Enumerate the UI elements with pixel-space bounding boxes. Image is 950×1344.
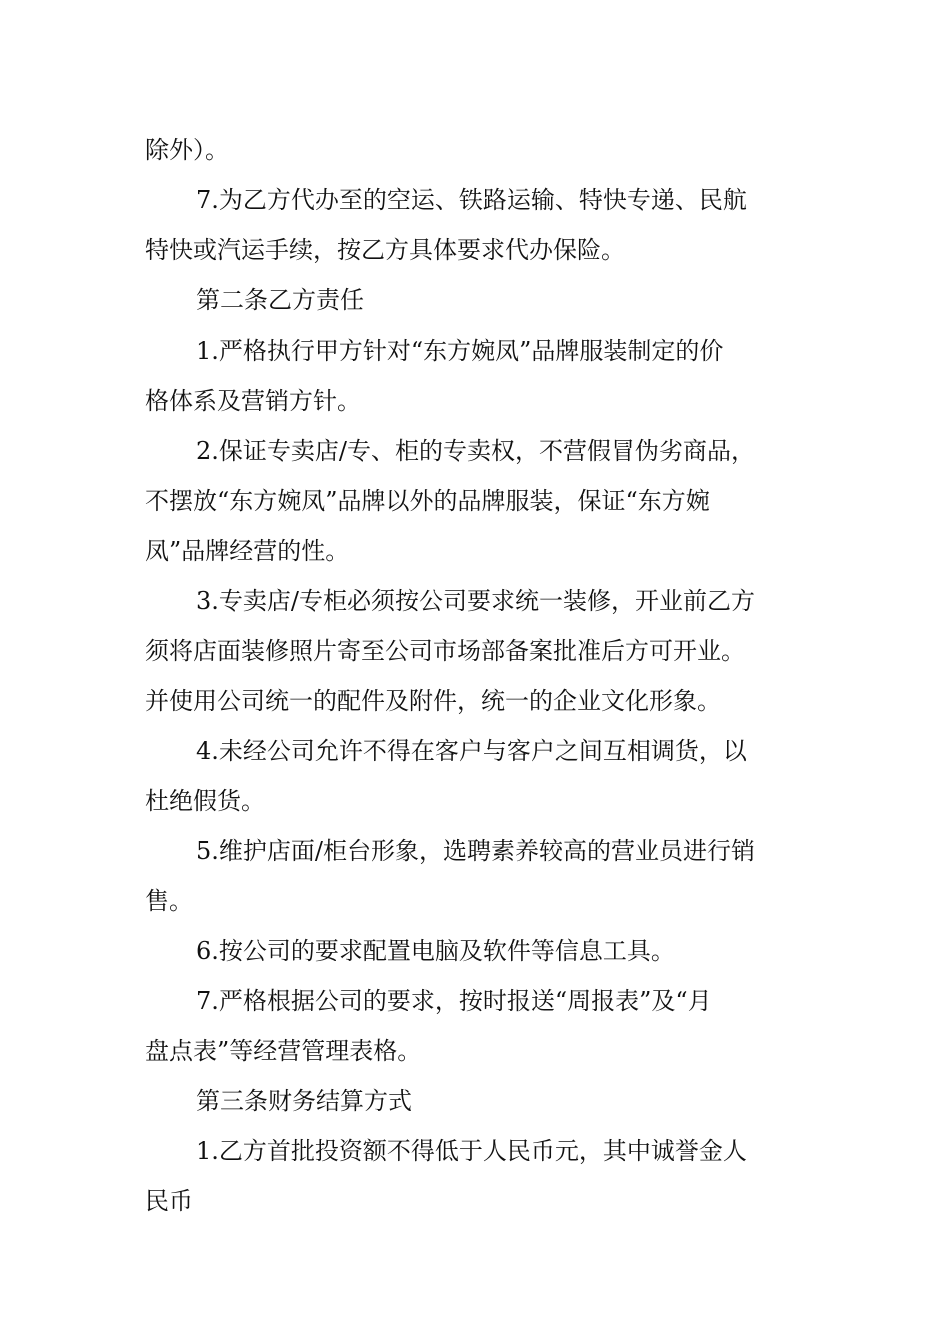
text-line: 3.专卖店/专柜必须按公司要求统一装修，开业前乙方 (196, 587, 755, 615)
text-line: 格体系及营销方针。 (145, 387, 361, 415)
text-line: 7.严格根据公司的要求，按时报送“周报表”及“月 (196, 987, 712, 1015)
section-heading: 第三条财务结算方式 (196, 1087, 412, 1115)
text-line: 凤”品牌经营的性。 (145, 537, 350, 565)
section-heading: 第二条乙方责任 (196, 286, 364, 314)
text-line: 2.保证专卖店/专、柜的专卖权，不营假冒伪劣商品， (196, 437, 755, 465)
text-line: 杜绝假货。 (145, 787, 265, 815)
text-line: 1.严格执行甲方针对“东方婉凤”品牌服装制定的价 (196, 337, 724, 365)
text-line: 1.乙方首批投资额不得低于人民币元，其中诚誉金人 (196, 1137, 747, 1165)
text-line: 4.未经公司允许不得在客户与客户之间互相调货，以 (196, 737, 747, 765)
text-line: 特快或汽运手续，按乙方具体要求代办保险。 (145, 236, 625, 264)
text-line: 售。 (145, 887, 193, 915)
text-line: 6.按公司的要求配置电脑及软件等信息工具。 (196, 937, 675, 965)
text-line: 除外）。 (145, 136, 229, 164)
text-line: 7.为乙方代办至的空运、铁路运输、特快专递、民航 (196, 186, 747, 214)
text-line: 须将店面装修照片寄至公司市场部备案批准后方可开业。 (145, 637, 745, 665)
text-line: 并使用公司统一的配件及附件，统一的企业文化形象。 (145, 687, 721, 715)
text-line: 不摆放“东方婉凤”品牌以外的品牌服装，保证“东方婉 (145, 487, 710, 515)
text-line: 5.维护店面/柜台形象，选聘素养较高的营业员进行销 (196, 837, 755, 865)
text-line: 盘点表”等经营管理表格。 (145, 1037, 422, 1065)
text-line: 民币 (145, 1187, 193, 1215)
